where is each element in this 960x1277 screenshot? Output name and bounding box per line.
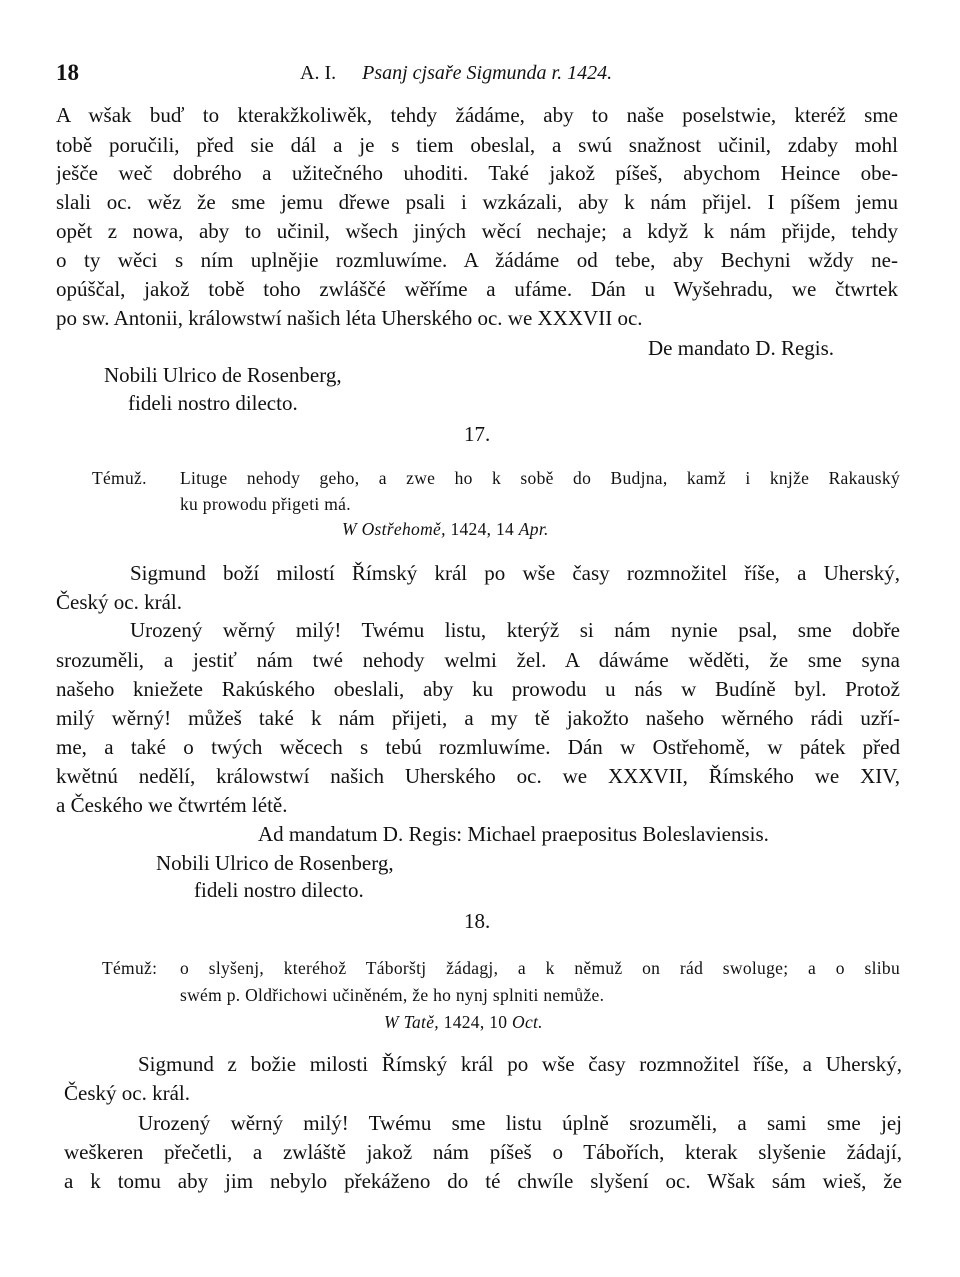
- body-line: a k tomu aby jim nebylo překáženo do té chwíle slyšení oc. Wšak sám wieš, že: [64, 1169, 902, 1193]
- document-number: 17.: [464, 422, 491, 446]
- address-line: Nobili Ulrico de Rosenberg,: [156, 851, 394, 875]
- summary-label: Témuž.: [92, 468, 147, 488]
- body-line: A wšak buď to kterakžkoliwěk, tehdy žádáme, aby to naše poselstwie, kteréž sme: [56, 103, 898, 127]
- body-line: Sigmund z božie milosti Římský král po wše časy rozmnožitel říše, a Uherský,: [138, 1052, 902, 1076]
- address-line: fideli nostro dilecto.: [194, 878, 364, 902]
- date-month: Oct.: [512, 1012, 543, 1032]
- date-month: Apr.: [518, 519, 549, 539]
- summary-line: o slyšenj, kteréhož Táborštj žádagj, a k němuž on rád swoluge; a o slibu: [180, 958, 900, 978]
- body-line: me, a také o twých wěcech s tebú rozmluwíme. Dán w Ostřehomě, w pátek před: [56, 735, 900, 759]
- address-line: fideli nostro dilecto.: [128, 391, 298, 415]
- body-line: opět z nowa, aby to učinil, wšech jiných wěcí nechaje; a když k nám přijde, tehdy: [56, 219, 898, 243]
- body-line: Sigmund boží milostí Římský král po wše časy rozmnožitel říše, a Uherský,: [130, 561, 900, 585]
- body-line: slali oc. wěz že sme jemu dřewe psali i wzkázali, aby k nám přijel. I píšem jemu: [56, 190, 898, 214]
- body-line: weškeren přečetli, a zwláště jakož nám píšeš o Tábořích, kterak slyšenie žádají,: [64, 1140, 902, 1164]
- place-name: Tatě,: [403, 1012, 439, 1032]
- body-line: ješče weč dobrého a užitečného uhoditi. Také jakož píšeš, abychom Heince obe-: [56, 161, 898, 185]
- body-line: Český oc. král.: [64, 1081, 190, 1105]
- running-header: [300, 58, 612, 88]
- place-date: [384, 1008, 543, 1036]
- summary-line: ku prowodu přigeti má.: [180, 494, 351, 514]
- date-text: 1424, 14: [450, 519, 515, 539]
- body-line: kwětnú nedělí, králowstwí našich Uherského oc. we XXXVII, Římského we XIV,: [56, 764, 900, 788]
- place-date: [342, 515, 549, 543]
- body-line: našeho kniežete Rakúského obeslali, aby ku prowodu u nás w Budíně byl. Protož: [56, 677, 900, 701]
- body-line-last: a Českého we čtwrtém létě.: [56, 793, 288, 817]
- body-line: o ty wěci s ním uplnějie rozmluwíme. A žádáme od tebe, aby Bechyni wždy ne-: [56, 248, 898, 272]
- place-prefix: W: [342, 519, 357, 539]
- mandate: Ad mandatum D. Regis: Michael praepositus Boleslaviensis.: [258, 822, 769, 846]
- running-header-title: Psanj cjsaře Sigmunda r. 1424.: [362, 62, 613, 84]
- document-number: 18.: [464, 909, 491, 933]
- body-line: opúščal, jakož tobě toho zwláščé wěříme a ufáme. Dán u Wyšehradu, we čtwrtek: [56, 277, 898, 301]
- place-name: Ostřehomě,: [361, 519, 446, 539]
- page-number: 18: [56, 60, 79, 85]
- body-line: srozuměli, a jestiť nám twé nehody welmi žel. A dáwáme wěděti, že sme syna: [56, 648, 900, 672]
- body-line: Urozený wěrný milý! Twému sme listu úplně srozuměli, a sami sme jej: [138, 1111, 902, 1135]
- body-line: tobě poručili, před sie dál a je s tiem obeslal, a swú snažnost učinil, zdaby mohl: [56, 133, 898, 157]
- summary-line: swém p. Oldřichowi učiněném, že ho nynj splniti nemůže.: [180, 985, 605, 1005]
- address-line: Nobili Ulrico de Rosenberg,: [104, 363, 342, 387]
- running-header-prefix: A. I.: [300, 62, 337, 84]
- summary-label: Témuž:: [102, 958, 158, 978]
- body-line: milý wěrný! můžeš také k nám přijeti, a my tě jakožto našeho wěrného rádi uzří-: [56, 706, 900, 730]
- body-line: Český oc. král.: [56, 590, 182, 614]
- body-line: Urozený wěrný milý! Twému listu, kterýž si nám nynie psal, sme dobře: [130, 618, 900, 642]
- mandate: De mandato D. Regis.: [648, 336, 835, 360]
- summary-line: Lituge nehody geho, a zwe ho k sobě do Budjna, kamž i knjže Rakauský: [180, 468, 900, 488]
- date-text: 1424, 10: [443, 1012, 508, 1032]
- body-line-last: po sw. Antonii, králowstwí našich léta Uherského oc. we XXXVII oc.: [56, 306, 643, 330]
- place-prefix: W: [384, 1012, 399, 1032]
